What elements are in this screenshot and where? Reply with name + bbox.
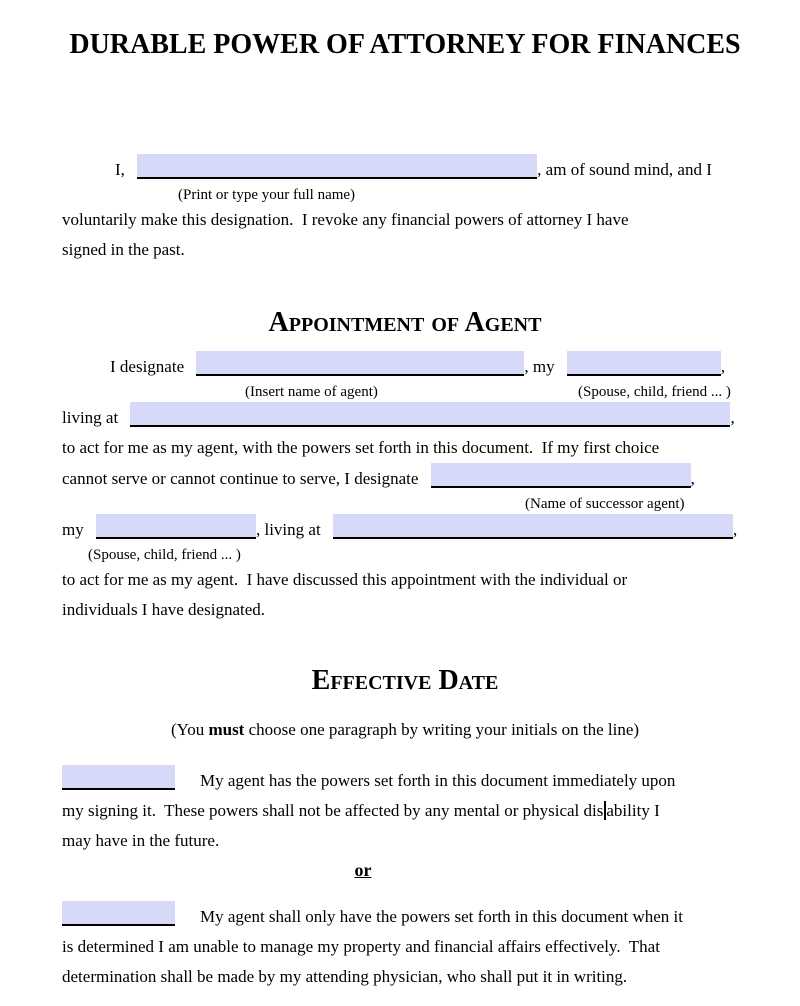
- option1-line-2-text-b: ability I: [606, 801, 660, 820]
- intro-lead-text: I,: [115, 160, 130, 179]
- or-separator-line: [20, 858, 706, 883]
- option1-line-3-text: may have in the future.: [62, 831, 220, 850]
- instruction-line: [62, 715, 748, 745]
- successor-name-caption: (Name of successor agent): [525, 496, 685, 512]
- instruction-post-text: choose one paragraph by writing your initials on the line): [244, 720, 640, 739]
- comma-text: ,: [720, 357, 726, 376]
- full-name-field[interactable]: [137, 154, 537, 179]
- appointment-heading: Appointment of Agent: [268, 307, 542, 338]
- after-agent-name-text: , my: [524, 357, 559, 376]
- agent-name-caption: (Insert name of agent): [245, 384, 378, 400]
- powers-line: [62, 433, 748, 463]
- instruction-pre-text: (You: [170, 720, 209, 739]
- option2-line-2-text: is determined I am unable to manage my property and financial affairs effectively. That: [62, 937, 660, 956]
- intro-after-name-text: , am of sound mind, and I: [537, 160, 712, 179]
- my-lead-text: my: [62, 520, 88, 539]
- successor-row: [62, 463, 748, 494]
- discussed-line-2-text: individuals I have designated.: [62, 600, 266, 619]
- agent-relationship-caption: (Spouse, child, friend ... ): [578, 384, 731, 400]
- agent-address-row: [62, 402, 748, 433]
- discussed-line-1: [62, 565, 748, 595]
- comma-text: ,: [730, 408, 735, 427]
- successor-relationship-field[interactable]: [96, 514, 256, 539]
- option2-line-2: [62, 932, 748, 962]
- successor-caption-row: [62, 494, 748, 514]
- intro-line-3-text: signed in the past.: [62, 240, 185, 259]
- discussed-line-2: [62, 595, 748, 625]
- successor-name-field[interactable]: [431, 463, 691, 488]
- designate-lead-text: I designate: [110, 357, 189, 376]
- powers-line-text: to act for me as my agent, with the powers set forth in this document. If my first choice: [62, 438, 660, 457]
- intro-line-2: [62, 205, 748, 235]
- successor-relationship-caption-row: [62, 545, 748, 565]
- agent-caption-row: [62, 382, 748, 402]
- discussed-line-1-text: to act for me as my agent. I have discussed this appointment with the individual or: [62, 570, 628, 589]
- successor-relationship-caption: (Spouse, child, friend ... ): [88, 547, 241, 563]
- agent-relationship-field[interactable]: [567, 351, 721, 376]
- intro-line-1: [62, 154, 748, 185]
- document-title: DURABLE POWER OF ATTORNEY FOR FINANCES: [69, 29, 741, 60]
- successor-detail-row: [62, 514, 748, 545]
- or-separator-text: or: [354, 860, 372, 880]
- option1-line-1: [62, 765, 748, 796]
- option1-line-3: [62, 826, 748, 856]
- successor-address-field[interactable]: [333, 514, 733, 539]
- intro-line-2-text: voluntarily make this designation. I revoke any financial powers of attorney I have: [62, 210, 629, 229]
- intro-line-3: [62, 235, 748, 265]
- option1-line-2: [62, 796, 748, 826]
- effective-date-heading: Effective Date: [311, 665, 499, 696]
- successor-lead-text: cannot serve or cannot continue to serve, I designate: [62, 469, 423, 488]
- full-name-caption: (Print or type your full name): [178, 187, 356, 203]
- living-at-text: living at: [62, 408, 123, 427]
- agent-address-field[interactable]: [130, 402, 730, 427]
- option2-line-3-text: determination shall be made by my attending physician, who shall put it in writing.: [62, 967, 628, 986]
- living-at-mid-text: , living at: [255, 520, 325, 539]
- option1-initials-field[interactable]: [62, 765, 175, 790]
- option2-line-3: [62, 962, 748, 992]
- option1-line-2-text-a: my signing it. These powers shall not be affected by any mental or physical dis: [62, 801, 604, 820]
- option2-line-1: [62, 901, 748, 932]
- option2-line-1-text: My agent shall only have the powers set forth in this document when it: [200, 907, 683, 926]
- full-name-caption-row: [62, 185, 748, 205]
- option1-line-1-text: My agent has the powers set forth in this document immediately upon: [200, 771, 676, 790]
- comma-text: ,: [732, 520, 738, 539]
- agent-name-field[interactable]: [196, 351, 524, 376]
- comma-text: ,: [690, 469, 695, 488]
- designate-row: [62, 351, 748, 382]
- option2-initials-field[interactable]: [62, 901, 175, 926]
- instruction-must-text: must: [208, 720, 245, 739]
